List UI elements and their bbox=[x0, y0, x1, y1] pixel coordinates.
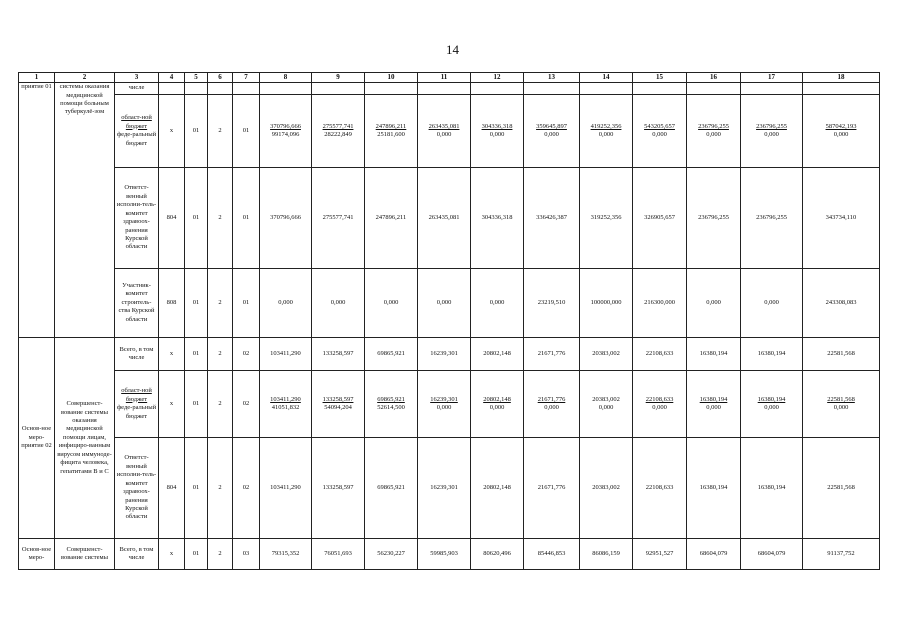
regional-budget-label: област-ной бюджет bbox=[121, 387, 152, 403]
measure-name: Основ-ное меро-приятие 02 bbox=[19, 338, 55, 539]
value-cell: 0,000 bbox=[365, 269, 418, 338]
table-row bbox=[19, 83, 880, 95]
code-cell: 01 bbox=[185, 269, 208, 338]
federal-value: 0,000 bbox=[652, 404, 667, 412]
regional-value: 263435,081 bbox=[428, 122, 460, 130]
code-cell: 2 bbox=[208, 438, 233, 539]
regional-value: 304336,318 bbox=[481, 122, 513, 130]
value-cell: 0,000 bbox=[471, 269, 524, 338]
regional-value: 103411,290 bbox=[270, 395, 301, 403]
federal-value: 99174,096 bbox=[271, 131, 300, 139]
value-cell bbox=[580, 95, 633, 168]
table-cell bbox=[580, 83, 633, 95]
value-cell: 304336,318 bbox=[471, 168, 524, 269]
table-row bbox=[19, 371, 880, 438]
value-cell: 16239,301 bbox=[418, 338, 471, 371]
column-header: 10 bbox=[365, 73, 418, 83]
regional-value: 16380,194 bbox=[699, 395, 728, 403]
value-cell: 20383,002 bbox=[580, 338, 633, 371]
federal-value: 0,000 bbox=[706, 404, 721, 412]
column-header: 13 bbox=[524, 73, 580, 83]
value-cell: 100000,000 bbox=[580, 269, 633, 338]
column-header: 3 bbox=[115, 73, 159, 83]
table-cell bbox=[185, 83, 208, 95]
regional-value: 370796,666 bbox=[270, 122, 301, 130]
value-cell bbox=[524, 95, 580, 168]
value-cell bbox=[365, 95, 418, 168]
regional-value: 16239,301 bbox=[430, 395, 458, 403]
funding-source: Ответст-венный исполни-тель-комитет здравоох-ранения Курской области bbox=[115, 438, 159, 539]
value-cell: 236796,255 bbox=[687, 168, 741, 269]
code-cell: 01 bbox=[233, 269, 260, 338]
value-cell: 326905,657 bbox=[633, 168, 687, 269]
value-cell: 247896,211 bbox=[365, 168, 418, 269]
value-cell bbox=[260, 95, 312, 168]
code-cell: 01 bbox=[233, 168, 260, 269]
regional-budget-label: област-ной бюджет bbox=[121, 114, 152, 130]
code-cell: 804 bbox=[159, 438, 185, 539]
regional-value: 587042,193 bbox=[825, 122, 857, 130]
value-cell: 103411,290 bbox=[260, 338, 312, 371]
regional-value: 236796,255 bbox=[698, 122, 729, 130]
measure-description: Совершенст-вование системы bbox=[55, 539, 115, 570]
table-row bbox=[19, 269, 880, 338]
table-cell bbox=[208, 83, 233, 95]
federal-value: 25181,600 bbox=[377, 131, 405, 139]
code-cell: 2 bbox=[208, 269, 233, 338]
value-cell: 16380,194 bbox=[741, 438, 803, 539]
column-header: 11 bbox=[418, 73, 471, 83]
value-cell: 216300,000 bbox=[633, 269, 687, 338]
value-cell bbox=[687, 371, 741, 438]
code-cell: 2 bbox=[208, 95, 233, 168]
value-cell bbox=[803, 95, 880, 168]
code-cell: 01 bbox=[185, 438, 208, 539]
code-cell: 01 bbox=[185, 338, 208, 371]
value-cell: 20802,148 bbox=[471, 438, 524, 539]
header-row bbox=[19, 73, 880, 83]
value-cell: 56230,227 bbox=[365, 539, 418, 570]
table-cell bbox=[260, 83, 312, 95]
column-header: 15 bbox=[633, 73, 687, 83]
regional-value: 21671,776 bbox=[537, 395, 566, 403]
value-cell: 133258,597 bbox=[312, 438, 365, 539]
column-header: 8 bbox=[260, 73, 312, 83]
measure-description: системы оказания медицинской помощи больным туберкулё-зом bbox=[55, 83, 115, 338]
value-cell bbox=[803, 371, 880, 438]
column-header: 12 bbox=[471, 73, 524, 83]
federal-value: 41051,832 bbox=[271, 404, 300, 412]
value-cell: 263435,081 bbox=[418, 168, 471, 269]
code-cell: 01 bbox=[185, 95, 208, 168]
regional-value: 133258,597 bbox=[322, 395, 354, 403]
value-cell: 59985,903 bbox=[418, 539, 471, 570]
regional-value: 20802,148 bbox=[483, 395, 511, 403]
regional-value: 20383,002 bbox=[592, 395, 620, 403]
value-cell: 16380,194 bbox=[741, 338, 803, 371]
column-header: 1 bbox=[19, 73, 55, 83]
value-cell: 20383,002 bbox=[580, 438, 633, 539]
table-cell bbox=[633, 83, 687, 95]
code-cell: 804 bbox=[159, 168, 185, 269]
value-cell: 86086,159 bbox=[580, 539, 633, 570]
column-header: 17 bbox=[741, 73, 803, 83]
value-cell bbox=[524, 371, 580, 438]
table-row bbox=[19, 338, 880, 371]
value-cell: 343734,110 bbox=[803, 168, 880, 269]
table-cell bbox=[524, 83, 580, 95]
value-cell bbox=[580, 371, 633, 438]
federal-value: 0,000 bbox=[833, 404, 849, 412]
value-cell: 103411,290 bbox=[260, 438, 312, 539]
regional-value: 543205,657 bbox=[644, 122, 675, 130]
value-cell bbox=[312, 95, 365, 168]
value-cell bbox=[312, 371, 365, 438]
value-cell: 133258,597 bbox=[312, 338, 365, 371]
value-cell: 80620,496 bbox=[471, 539, 524, 570]
federal-value: 0,000 bbox=[489, 404, 505, 412]
value-cell: 236796,255 bbox=[741, 168, 803, 269]
value-cell: 0,000 bbox=[418, 269, 471, 338]
value-cell: 275577,741 bbox=[312, 168, 365, 269]
value-cell: 21671,776 bbox=[524, 338, 580, 371]
value-cell: 0,000 bbox=[687, 269, 741, 338]
budget-table bbox=[18, 72, 880, 570]
value-cell: 22108,633 bbox=[633, 338, 687, 371]
funding-source: Ответст-венный исполни-тель-комитет здравоох-ранения Курской области bbox=[115, 168, 159, 269]
table-cell bbox=[365, 83, 418, 95]
value-cell: 79315,352 bbox=[260, 539, 312, 570]
table-cell bbox=[471, 83, 524, 95]
value-cell bbox=[741, 95, 803, 168]
column-header: 14 bbox=[580, 73, 633, 83]
value-cell: 0,000 bbox=[741, 269, 803, 338]
funding-source: Участник-комитет строитель-ства Курской области bbox=[115, 269, 159, 338]
federal-value: 0,000 bbox=[706, 131, 721, 139]
funding-source bbox=[115, 95, 159, 168]
funding-source: числе bbox=[115, 83, 159, 95]
table-cell bbox=[312, 83, 365, 95]
value-cell bbox=[260, 371, 312, 438]
column-header: 18 bbox=[803, 73, 880, 83]
regional-value: 22581,568 bbox=[827, 395, 855, 403]
code-cell: 01 bbox=[185, 371, 208, 438]
code-cell: 2 bbox=[208, 371, 233, 438]
value-cell bbox=[365, 371, 418, 438]
regional-value: 247896,211 bbox=[375, 122, 407, 130]
column-header: 7 bbox=[233, 73, 260, 83]
value-cell: 0,000 bbox=[260, 269, 312, 338]
value-cell: 22581,568 bbox=[803, 438, 880, 539]
value-cell: 91137,752 bbox=[803, 539, 880, 570]
code-cell: 01 bbox=[233, 95, 260, 168]
value-cell: 23219,510 bbox=[524, 269, 580, 338]
column-header: 9 bbox=[312, 73, 365, 83]
value-cell: 69865,921 bbox=[365, 438, 418, 539]
value-cell: 20802,148 bbox=[471, 338, 524, 371]
code-cell: x bbox=[159, 338, 185, 371]
funding-source bbox=[115, 371, 159, 438]
column-header: 4 bbox=[159, 73, 185, 83]
measure-name: Основ-ное меро- bbox=[19, 539, 55, 570]
table-row bbox=[19, 95, 880, 168]
federal-value: 0,000 bbox=[598, 404, 614, 412]
regional-value: 69865,921 bbox=[377, 395, 405, 403]
code-cell: 01 bbox=[185, 539, 208, 570]
code-cell: 2 bbox=[208, 168, 233, 269]
value-cell bbox=[471, 95, 524, 168]
code-cell: x bbox=[159, 371, 185, 438]
value-cell bbox=[741, 371, 803, 438]
regional-value: 22108,633 bbox=[645, 395, 674, 403]
code-cell: x bbox=[159, 95, 185, 168]
value-cell: 16380,194 bbox=[687, 438, 741, 539]
federal-value: 0,000 bbox=[544, 131, 559, 139]
code-cell: 03 bbox=[233, 539, 260, 570]
federal-value: 0,000 bbox=[764, 404, 779, 412]
federal-value: 52614,500 bbox=[377, 404, 405, 412]
table-cell bbox=[687, 83, 741, 95]
federal-value: 0,000 bbox=[598, 131, 614, 139]
code-cell: 02 bbox=[233, 338, 260, 371]
value-cell: 68604,079 bbox=[687, 539, 741, 570]
code-cell: 02 bbox=[233, 371, 260, 438]
value-cell: 370796,666 bbox=[260, 168, 312, 269]
value-cell: 16239,301 bbox=[418, 438, 471, 539]
regional-value: 16380,194 bbox=[757, 395, 786, 403]
federal-value: 0,000 bbox=[833, 131, 849, 139]
value-cell: 69865,921 bbox=[365, 338, 418, 371]
federal-value: 54094,204 bbox=[324, 404, 352, 412]
table-cell bbox=[159, 83, 185, 95]
federal-value: 0,000 bbox=[436, 404, 452, 412]
value-cell bbox=[633, 95, 687, 168]
measure-name: приятие 01 bbox=[19, 83, 55, 338]
code-cell: 2 bbox=[208, 338, 233, 371]
federal-value: 0,000 bbox=[764, 131, 779, 139]
value-cell: 336426,387 bbox=[524, 168, 580, 269]
page-number: 14 bbox=[446, 42, 459, 57]
value-cell: 243308,083 bbox=[803, 269, 880, 338]
regional-value: 236796,255 bbox=[756, 122, 787, 130]
column-header: 5 bbox=[185, 73, 208, 83]
value-cell bbox=[418, 371, 471, 438]
measure-description: Совершенст-вование системы оказания медицинской помощи лицам, инфициро-ванным вирусом иммуноде-фицита человека, гепатитами В и С bbox=[55, 338, 115, 539]
value-cell: 21671,776 bbox=[524, 438, 580, 539]
value-cell: 22581,568 bbox=[803, 338, 880, 371]
table-row bbox=[19, 168, 880, 269]
value-cell: 68604,079 bbox=[741, 539, 803, 570]
column-header: 16 bbox=[687, 73, 741, 83]
value-cell bbox=[633, 371, 687, 438]
column-header: 6 bbox=[208, 73, 233, 83]
table-cell bbox=[741, 83, 803, 95]
value-cell: 92951,527 bbox=[633, 539, 687, 570]
code-cell: 808 bbox=[159, 269, 185, 338]
federal-value: 0,000 bbox=[489, 131, 505, 139]
regional-value: 419252,356 bbox=[590, 122, 622, 130]
value-cell: 16380,194 bbox=[687, 338, 741, 371]
code-cell: 2 bbox=[208, 539, 233, 570]
regional-value: 275577,741 bbox=[322, 122, 354, 130]
value-cell: 76051,693 bbox=[312, 539, 365, 570]
federal-budget-label: феде-ральный бюджет bbox=[116, 131, 157, 147]
code-cell: 01 bbox=[185, 168, 208, 269]
federal-value: 0,000 bbox=[544, 404, 559, 412]
code-cell: x bbox=[159, 539, 185, 570]
value-cell bbox=[418, 95, 471, 168]
value-cell: 319252,356 bbox=[580, 168, 633, 269]
table-cell bbox=[418, 83, 471, 95]
value-cell bbox=[471, 371, 524, 438]
table-cell bbox=[233, 83, 260, 95]
funding-source: Всего, в том числе bbox=[115, 338, 159, 371]
value-cell: 0,000 bbox=[312, 269, 365, 338]
column-header: 2 bbox=[55, 73, 115, 83]
value-cell bbox=[687, 95, 741, 168]
table-cell bbox=[803, 83, 880, 95]
federal-value: 28222,849 bbox=[324, 131, 352, 139]
federal-value: 0,000 bbox=[436, 131, 452, 139]
value-cell: 22108,633 bbox=[633, 438, 687, 539]
table-row bbox=[19, 539, 880, 570]
federal-value: 0,000 bbox=[652, 131, 667, 139]
regional-value: 359645,897 bbox=[536, 122, 567, 130]
federal-budget-label: феде-ральный бюджет bbox=[116, 404, 157, 420]
value-cell: 85446,853 bbox=[524, 539, 580, 570]
table-row bbox=[19, 438, 880, 539]
funding-source: Всего, в том числе bbox=[115, 539, 159, 570]
code-cell: 02 bbox=[233, 438, 260, 539]
